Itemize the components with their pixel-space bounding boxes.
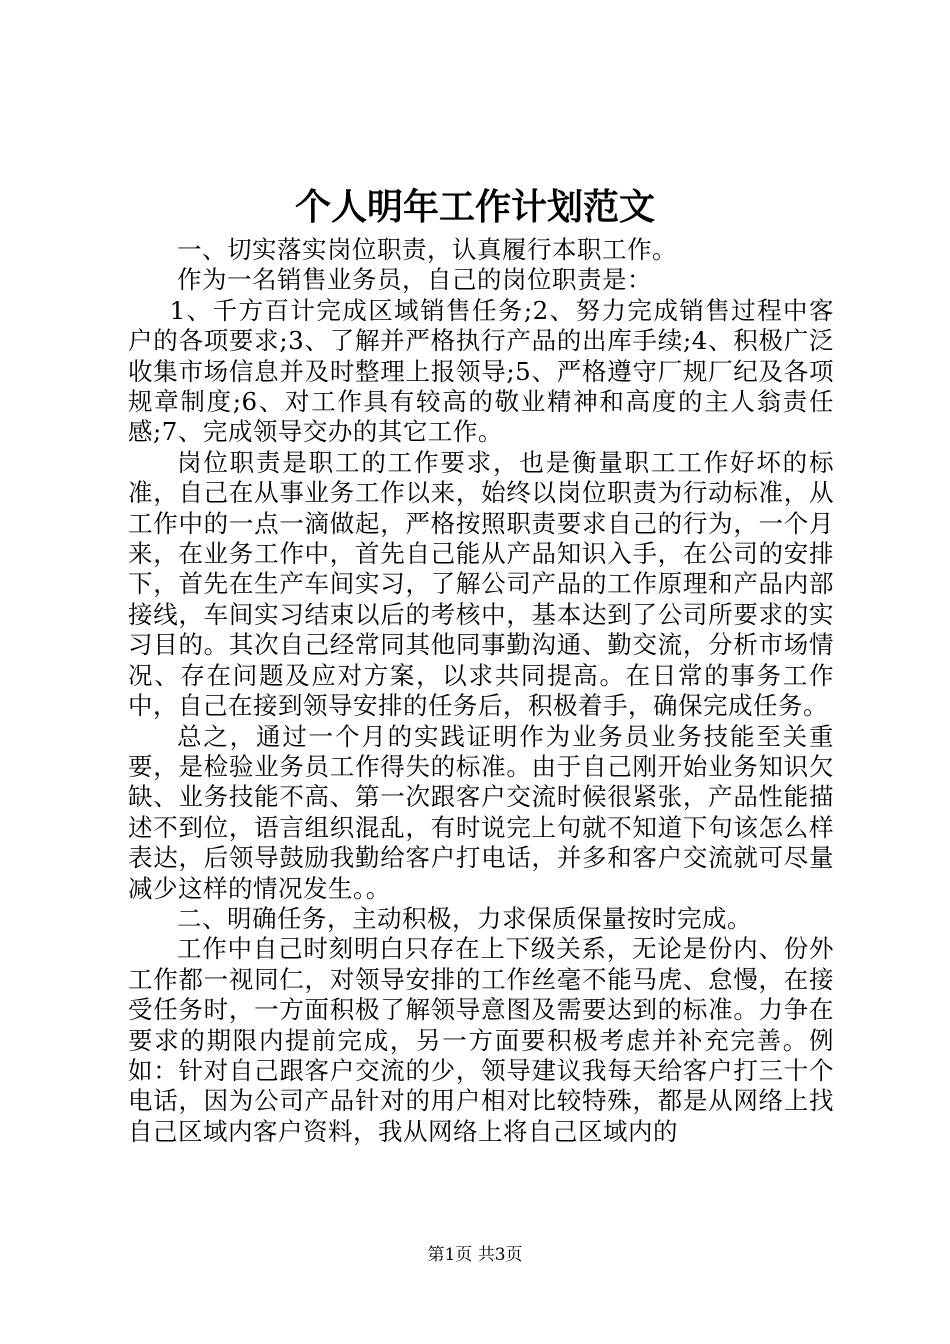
document-body	[128, 235, 834, 1147]
page-footer: 第1页 共3页	[427, 1245, 523, 1265]
document-title: 个人明年工作计划范文	[294, 186, 655, 228]
paragraph: 岗位职责是职工的工作要求，也是衡量职工工作好坏的标准，自己在从事业务工作以来，始终以岗位职责为行动标准，从工作中的一点一滴做起，严格按照职责要求自己的行为，一个月来，在业务工作中，首先自己能从产品知识入手，在公司的安排下，首先在生产车间实习，了解公司产品的工作原理和产品内部接线，车间实习结束以后的考核中，基本达到了公司所要求的实习目的。其次自己经常同其他同事勤沟通、勤交流，分析市场情况、存在问题及应对方案，以求共同提高。在日常的事务工作中，自己在接到领导安排的任务后，积极着手，确保完成任务。	[128, 447, 834, 721]
section-heading-2: 二、明确任务，主动积极，力求保质保量按时完成。	[177, 903, 752, 933]
section-heading-1: 一、切实落实岗位职责，认真履行本职工作。	[177, 235, 677, 264]
paragraph: 工作中自己时刻明白只存在上下级关系，无论是份内、份外工作都一视同仁，对领导安排的工作丝毫不能马虎、怠慢，在接受任务时，一方面积极了解领导意图及需要达到的标准。力争在要求的期限内提前完成，另一方面要积极考虑并补充完善。例如：针对自己跟客户交流的少，领导建议我每天给客户打三十个电话，因为公司产品针对的用户相对比较特殊，都是从网络上找自己区域内客户资料，我从网络上将自己区域内的	[128, 934, 834, 1146]
duty-list-paragraph: 1、千方百计完成区域销售任务;2、努力完成销售过程中客户的各项要求;3、了解并严格执行产品的出库手续;4、积极广泛收集市场信息并及时整理上报领导;5、严格遵守厂规厂纪及各项规章制度;6、对工作具有较高的敬业精神和高度的主人翁责任感;7、完成领导交办的其它工作。	[128, 295, 834, 447]
paragraph: 总之，通过一个月的实践证明作为业务员业务技能至关重要，是检验业务员工作得失的标准。由于自己刚开始业务知识欠缺、业务技能不高、第一次跟客户交流时候很紧张，产品性能描述不到位，语言组织混乱，有时说完上句就不知道下句该怎么样表达，后领导鼓励我勤给客户打电话，并多和客户交流就可尽量减少这样的情况发生。。	[128, 721, 834, 903]
paragraph: 作为一名销售业务员，自己的岗位职责是：	[177, 265, 652, 295]
